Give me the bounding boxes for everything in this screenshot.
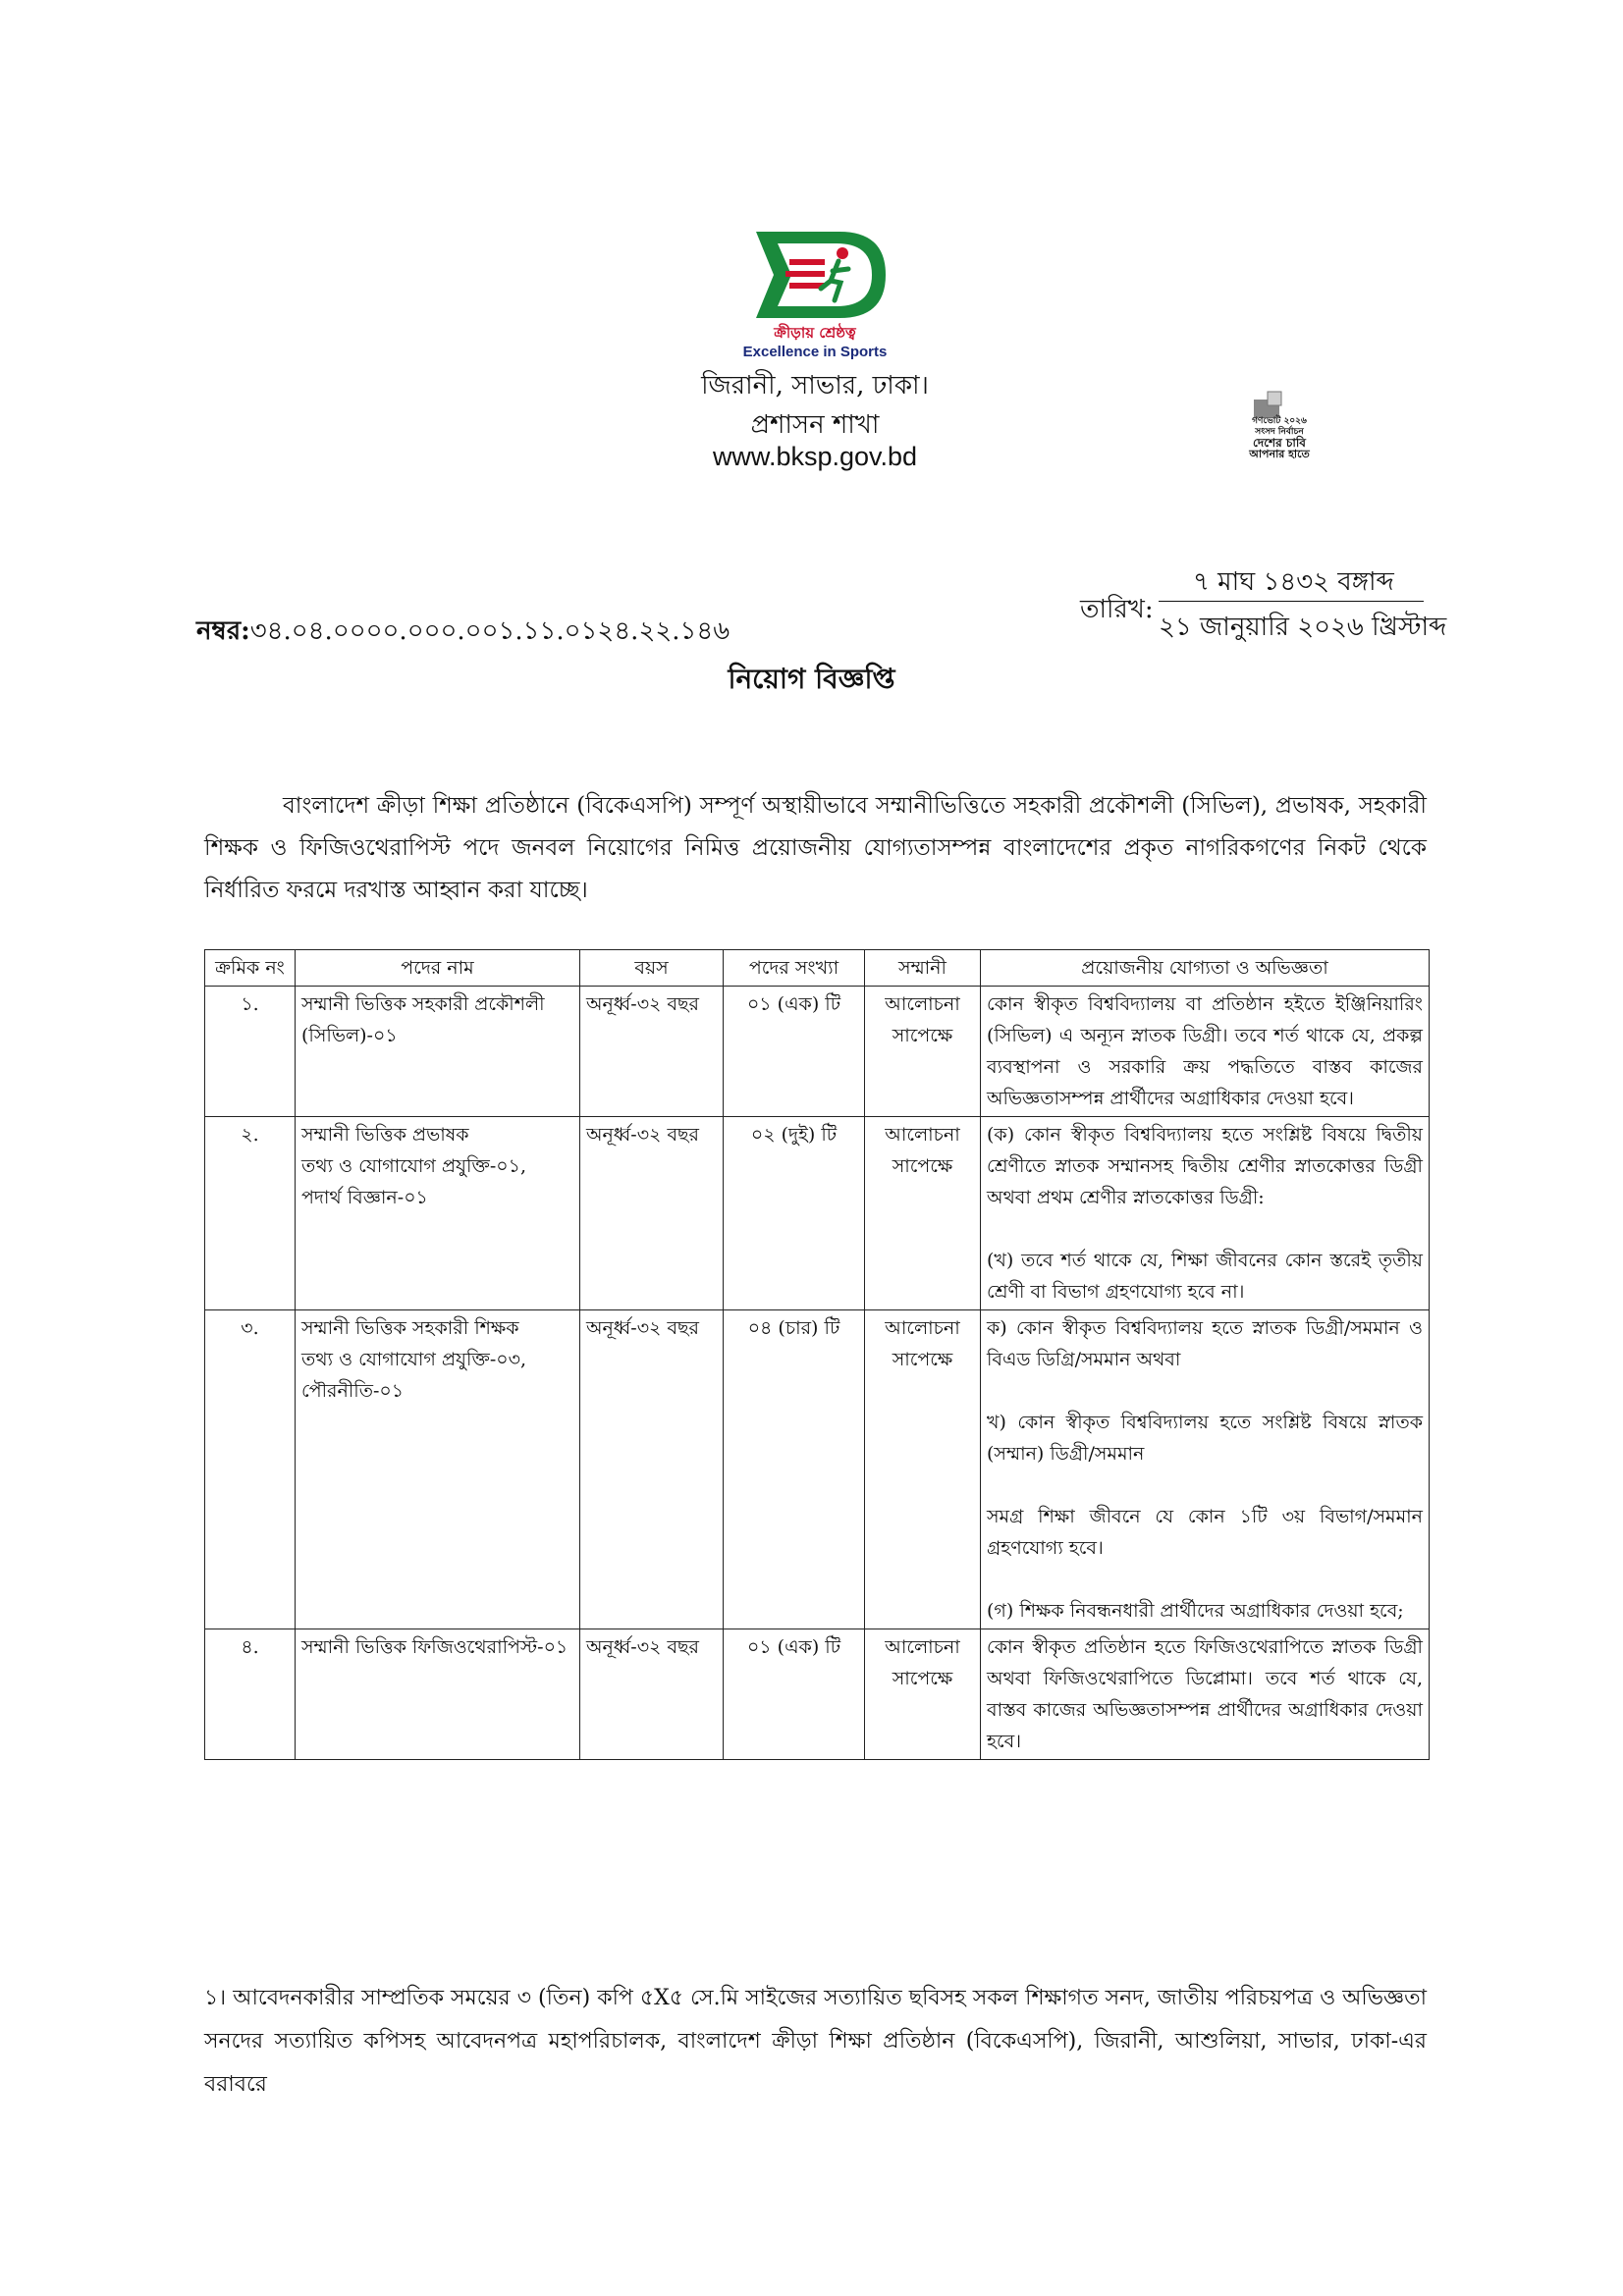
- table-row: [205, 987, 1430, 1117]
- cell-post: সম্মানী ভিত্তিক সহকারী শিক্ষক তথ্য ও যোগাযোগ প্রযুক্তি-০৩, পৌরনীতি-০১: [296, 1310, 580, 1629]
- notice-title: নিয়োগ বিজ্ঞপ্তি: [728, 663, 895, 695]
- table-row: [205, 1629, 1430, 1760]
- instruction-paragraph: ১। আবেদনকারীর সাম্প্রতিক সময়ের ৩ (তিন) কপি ৫X৫ সে.মি সাইজের সত্যায়িত ছবিসহ সকল শিক্ষাগত সনদ, জাতীয় পরিচয়পত্র ও অভিজ্ঞতা সনদের সত্যায়িত কপিসহ আবেদনপত্র মহাপরিচালক, বাংলাদেশ ক্রীড়া শিক্ষা প্রতিষ্ঠান (বিকেএসপি), জিরানী, আশুলিয়া, সাভার, ঢাকা-এর বরাবরে: [204, 1986, 1427, 2097]
- memo-value: ৩৪.০৪.০০০০.০০০.০০১.১১.০১২৪.২২.১৪৬: [249, 616, 730, 646]
- intro-paragraph: বাংলাদেশ ক্রীড়া শিক্ষা প্রতিষ্ঠানে (বিকেএসপি) সম্পূর্ণ অস্থায়ীভাবে সম্মানীভিত্তিতে সহকারী প্রকৌশলী (সিভিল), প্রভাষক, সহকারী শিক্ষক ও ফিজিওথেরাপিস্ট পদে জনবল নিয়োগের নিমিত্ত প্রয়োজনীয় যোগ্যতাসম্পন্ন বাংলাদেশের প্রকৃত নাগরিকগণের নিকট থেকে নির্ধারিত ফরমে দরখাস্ত আহ্বান করা যাচ্ছে।: [204, 793, 1427, 903]
- cell-post: সম্মানী ভিত্তিক প্রভাষক তথ্য ও যোগাযোগ প্রযুক্তি-০১, পদার্থ বিজ্ঞান-০১: [296, 1117, 580, 1310]
- cell-honorarium: আলোচনা সাপেক্ষে: [865, 1310, 981, 1629]
- cell-serial: ২.: [205, 1117, 296, 1310]
- header-age: বয়স: [580, 950, 724, 987]
- org-slogan: Excellence in Sports: [742, 344, 888, 360]
- org-website[interactable]: www.bksp.gov.bd: [712, 442, 918, 471]
- posts-table: [204, 949, 1430, 1760]
- header-count: পদের সংখ্যা: [724, 950, 865, 987]
- cell-honorarium: আলোচনা সাপেক্ষে: [865, 987, 981, 1117]
- cell-qualification: কোন স্বীকৃত বিশ্ববিদ্যালয় বা প্রতিষ্ঠান হইতে ইঞ্জিনিয়ারিং (সিভিল) এ অন্যূন স্নাতক ডিগ্রী। তবে শর্ত থাকে যে, প্রকল্প ব্যবস্থাপনা ও সরকারি ক্রয় পদ্ধতিতে বাস্তব কাজের অভিজ্ঞতাসম্পন্ন প্রার্থীদের অগ্রাধিকার দেওয়া হবে।: [981, 987, 1430, 1117]
- cell-count: ০২ (দুই) টি: [724, 1117, 865, 1310]
- cell-serial: ১.: [205, 987, 296, 1117]
- header-post: পদের নাম: [296, 950, 580, 987]
- cell-honorarium: আলোচনা সাপেক্ষে: [865, 1117, 981, 1310]
- date-bangla: ৭ মাঘ ১৪৩২ বঙ্গাব্দ: [1193, 567, 1394, 597]
- cell-age: অনূর্ধ্ব-৩২ বছর: [580, 1310, 724, 1629]
- org-branch: প্রশাসন শাখা: [750, 410, 880, 440]
- cell-post: সম্মানী ভিত্তিক সহকারী প্রকৌশলী (সিভিল)-০১: [296, 987, 580, 1117]
- cell-qualification: কোন স্বীকৃত প্রতিষ্ঠান হতে ফিজিওথেরাপিতে স্নাতক ডিগ্রী অথবা ফিজিওথেরাপিতে ডিপ্লোমা। তবে শর্ত থাকে যে, বাস্তব কাজের অভিজ্ঞতাসম্পন্ন প্রার্থীদের অগ্রাধিকার দেওয়া হবে।: [981, 1629, 1430, 1760]
- cell-qualification: ক) কোন স্বীকৃত বিশ্ববিদ্যালয় হতে স্নাতক ডিগ্রী/সমমান ও বিএড ডিগ্রি/সমমান অথবা খ) কোন স্বীকৃত বিশ্ববিদ্যালয় হতে সংশ্লিষ্ট বিষয়ে স্নাতক (সম্মান) ডিগ্রী/সমমান সমগ্র শিক্ষা জীবনে যে কোন ১টি ৩য় বিভাগ/সমমান গ্রহণযোগ্য হবে। (গ) শিক্ষক নিবন্ধনধারী প্রার্থীদের অগ্রাধিকার দেওয়া হবে;: [981, 1310, 1430, 1629]
- header-serial: ক্রমিক নং: [205, 950, 296, 987]
- cell-qualification: (ক) কোন স্বীকৃত বিশ্ববিদ্যালয় হতে সংশ্লিষ্ট বিষয়ে দ্বিতীয় শ্রেণীতে স্নাতক সম্মানসহ দ্বিতীয় শ্রেণীর স্নাতকোত্তর ডিগ্রী অথবা প্রথম শ্রেণীর স্নাতকোত্তর ডিগ্রী: (খ) তবে শর্ত থাকে যে, শিক্ষা জীবনের কোন স্তরেই তৃতীয় শ্রেণী বা বিভাগ গ্রহণযোগ্য হবে না।: [981, 1117, 1430, 1310]
- cell-serial: ৪.: [205, 1629, 296, 1760]
- election-badge: গণভোট ২০২৬ সংসদ নির্বাচন দেশের চাবি আপনার হাতে: [1249, 416, 1310, 460]
- cell-age: অনূর্ধ্ব-৩২ বছর: [580, 1629, 724, 1760]
- cell-count: ০৪ (চার) টি: [724, 1310, 865, 1629]
- table-row: [205, 1117, 1430, 1310]
- table-row: [205, 1310, 1430, 1629]
- org-tagline: ক্রীড়ায় শ্রেষ্ঠত্ব: [774, 324, 856, 342]
- header-qualification: প্রয়োজনীয় যোগ্যতা ও অভিজ্ঞতা: [981, 950, 1430, 987]
- cell-count: ০১ (এক) টি: [724, 987, 865, 1117]
- org-address: জিরানী, সাভার, ঢাকা।: [701, 371, 929, 400]
- cell-honorarium: আলোচনা সাপেক্ষে: [865, 1629, 981, 1760]
- memo-label: নম্বর:: [196, 616, 250, 646]
- date-divider: [1159, 601, 1424, 602]
- date-gregorian: ২১ জানুয়ারি ২০২৬ খ্রিস্টাব্দ: [1159, 613, 1447, 642]
- table-header-row: [205, 950, 1430, 987]
- bksp-logo: [746, 224, 893, 334]
- cell-post: সম্মানী ভিত্তিক ফিজিওথেরাপিস্ট-০১: [296, 1629, 580, 1760]
- date-label: তারিখ:: [1080, 595, 1154, 624]
- cell-serial: ৩.: [205, 1310, 296, 1629]
- cell-age: অনূর্ধ্ব-৩২ বছর: [580, 987, 724, 1117]
- memo-number: [196, 611, 730, 654]
- header-honorarium: সম্মানী: [865, 950, 981, 987]
- cell-age: অনূর্ধ্ব-৩২ বছর: [580, 1117, 724, 1310]
- cell-count: ০১ (এক) টি: [724, 1629, 865, 1760]
